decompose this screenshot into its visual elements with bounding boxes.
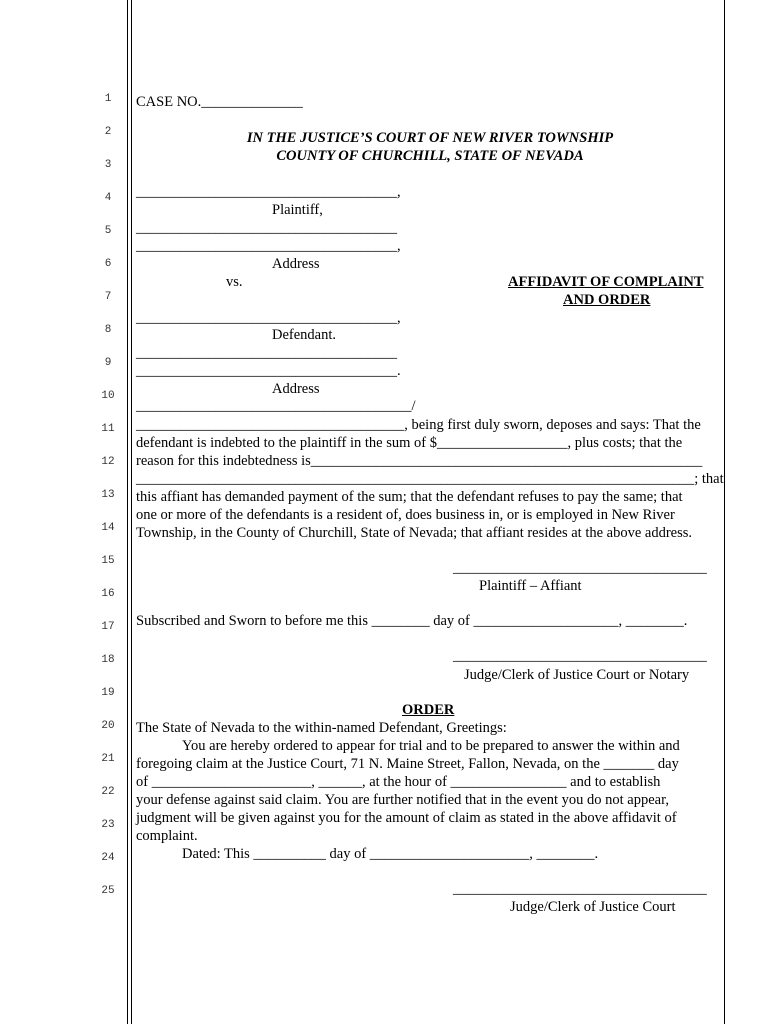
court-name: IN THE JUSTICE’S COURT OF NEW RIVER TOWNSHIP — [246, 130, 614, 146]
line-number: 2 — [104, 126, 112, 138]
plaintiff-address-field[interactable]: ____________________________________ — [136, 220, 397, 236]
order-heading: ORDER — [402, 702, 455, 718]
versus-label: vs. — [226, 274, 243, 290]
affidavit-text[interactable]: defendant is indebted to the plaintiff in the sum of $__________________, plus costs; that the — [136, 435, 683, 451]
line-number: 11 — [101, 423, 115, 435]
left-margin-rule-inner — [131, 0, 132, 1024]
defendant-address-field[interactable]: ____________________________________ — [136, 345, 397, 361]
line-number: 9 — [104, 357, 112, 369]
plaintiff-signature-line[interactable]: ___________________________________ — [453, 560, 707, 576]
judge-signature-line[interactable]: ___________________________________ — [453, 881, 707, 897]
order-text: You are hereby ordered to appear for trial and to be prepared to answer the within and — [182, 738, 680, 754]
order-text[interactable]: of ______________________, ______, at the hour of ________________ and to establish — [136, 774, 661, 790]
line-number: 22 — [101, 786, 115, 798]
indebtedness-reason-field-2[interactable]: _____________________________________________________________________________; that — [136, 471, 724, 487]
affidavit-text: this affiant has demanded payment of the sum; that the defendant refuses to pay the same; that — [136, 489, 683, 505]
plaintiff-label: Plaintiff, — [272, 202, 323, 218]
line-number: 16 — [101, 588, 115, 600]
indebtedness-reason-field[interactable]: reason for this indebtedness is______________________________________________________ — [136, 453, 703, 469]
court-county: COUNTY OF CHURCHILL, STATE OF NEVADA — [276, 148, 584, 164]
case-number-field[interactable]: CASE NO.______________ — [136, 94, 303, 110]
order-text[interactable]: foregoing claim at the Justice Court, 71 N. Maine Street, Fallon, Nevada, on the _______ day — [136, 756, 679, 772]
line-number: 20 — [101, 720, 115, 732]
plaintiff-address-label: Address — [272, 256, 320, 272]
document-title: AFFIDAVIT OF COMPLAINT — [508, 274, 704, 290]
line-number: 18 — [101, 654, 115, 666]
caption-close-line: ______________________________________/ — [136, 398, 416, 414]
line-number: 15 — [101, 555, 115, 567]
line-number: 5 — [104, 225, 112, 237]
line-number: 3 — [104, 159, 112, 171]
line-number: 10 — [101, 390, 115, 402]
affidavit-text: Township, in the County of Churchill, State of Nevada; that affiant resides at the above address. — [136, 525, 693, 541]
affidavit-text: one or more of the defendants is a resident of, does business in, or is employed in New River — [136, 507, 675, 523]
order-dated-line[interactable]: Dated: This __________ day of ______________________, ________. — [182, 846, 599, 862]
line-number: 6 — [104, 258, 112, 270]
order-text: complaint. — [136, 828, 198, 844]
line-number: 8 — [104, 324, 112, 336]
subscribed-sworn-line[interactable]: Subscribed and Sworn to before me this ________ day of ____________________, ________. — [136, 613, 688, 629]
order-greeting: The State of Nevada to the within-named Defendant, Greetings: — [136, 720, 507, 736]
judge-signature-label: Judge/Clerk of Justice Court — [510, 899, 676, 915]
line-number: 14 — [101, 522, 115, 534]
affiant-name-field[interactable]: _____________________________________, being first duly sworn, deposes and says: That the — [136, 417, 701, 433]
line-number: 17 — [101, 621, 115, 633]
plaintiff-signature-label: Plaintiff – Affiant — [479, 578, 582, 594]
line-number: 21 — [101, 753, 115, 765]
line-number: 23 — [101, 819, 115, 831]
line-number: 7 — [104, 291, 112, 303]
defendant-address-field-2[interactable]: ____________________________________. — [136, 363, 401, 379]
notary-signature-line[interactable]: ___________________________________ — [453, 648, 707, 664]
defendant-name-field[interactable]: ____________________________________, — [136, 310, 401, 326]
right-margin-rule — [724, 0, 725, 1024]
plaintiff-address-field-2[interactable]: ____________________________________, — [136, 238, 401, 254]
notary-signature-label: Judge/Clerk of Justice Court or Notary — [464, 667, 690, 683]
line-number: 13 — [101, 489, 115, 501]
line-number: 4 — [104, 192, 112, 204]
line-number: 25 — [101, 885, 115, 897]
left-margin-rule-outer — [127, 0, 128, 1024]
defendant-label: Defendant. — [272, 327, 337, 343]
line-number: 12 — [101, 456, 115, 468]
order-text: your defense against said claim. You are further notified that in the event you do not appear, — [136, 792, 669, 808]
defendant-address-label: Address — [272, 381, 320, 397]
plaintiff-name-field[interactable]: ____________________________________, — [136, 184, 401, 200]
order-text: judgment will be given against you for the amount of claim as stated in the above affidavit of — [136, 810, 677, 826]
document-title-2: AND ORDER — [563, 292, 651, 308]
line-number: 24 — [101, 852, 115, 864]
line-number: 19 — [101, 687, 115, 699]
line-number: 1 — [104, 93, 112, 105]
